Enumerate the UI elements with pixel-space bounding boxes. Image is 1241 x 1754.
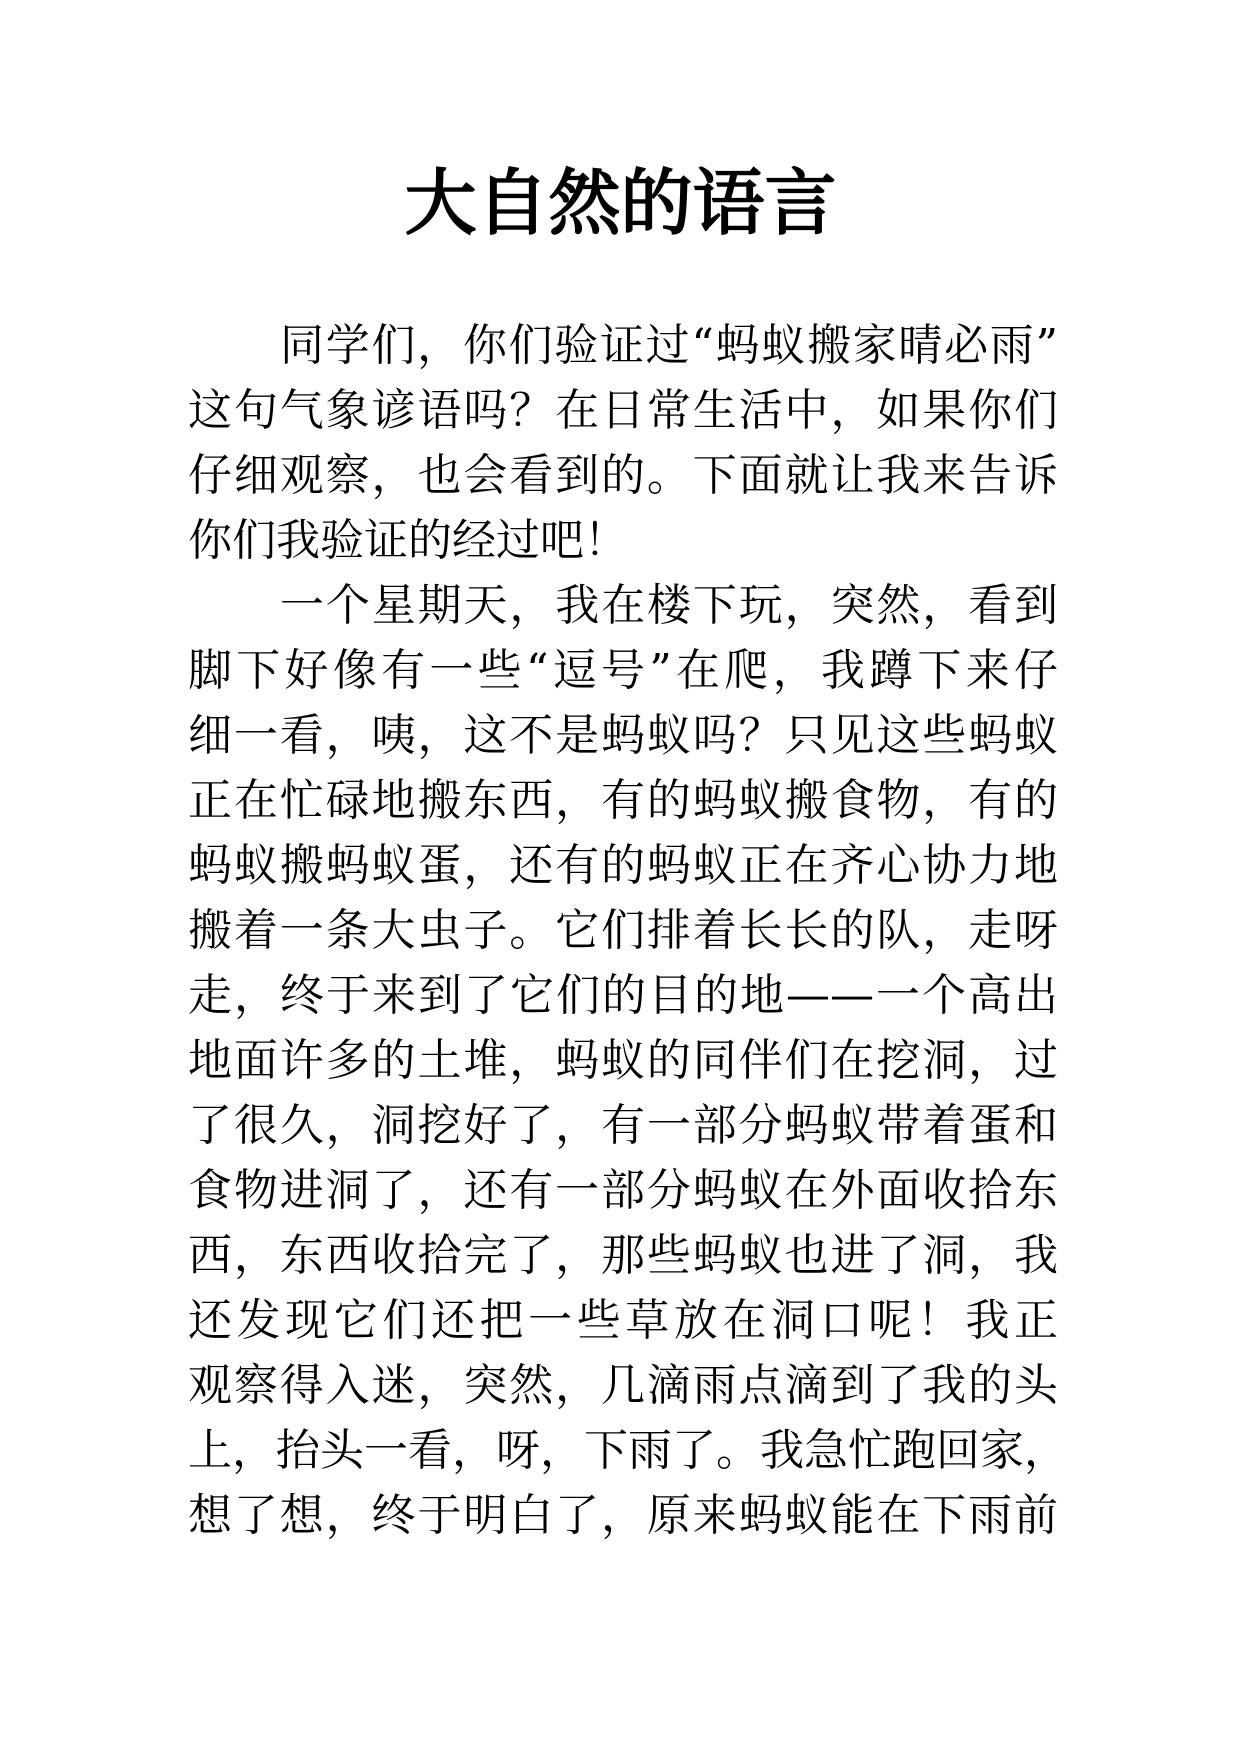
paragraph-2-line-11: 西，东西收拾完了，那些蚂蚁也进了洞，我 — [188, 1230, 1058, 1281]
paragraph-2-line-10: 食物进洞了，还有一部分蚂蚁在外面收拾东 — [188, 1165, 1058, 1216]
paragraph-2-line-13: 观察得入迷，突然，几滴雨点滴到了我的头 — [188, 1360, 1058, 1411]
paragraph-2-line-14: 上，抬头一看，呀，下雨了。我急忙跑回家， — [188, 1425, 1068, 1476]
paragraph-1-line-1: 同学们，你们验证过“蚂蚁搬家晴必雨” — [280, 320, 1058, 371]
paragraph-2-line-6: 搬着一条大虫子。它们排着长长的队，走呀 — [188, 905, 1058, 956]
paragraph-2-line-2: 脚下好像有一些“逗号”在爬，我蹲下来仔 — [188, 645, 1058, 696]
paragraph-2-line-1: 一个星期天，我在楼下玩，突然，看到 — [280, 580, 1058, 631]
paragraph-1-line-2: 这句气象谚语吗？在日常生活中，如果你们 — [188, 385, 1058, 436]
paragraph-1-line-3: 仔细观察，也会看到的。下面就让我来告诉 — [188, 450, 1058, 501]
paragraph-2-line-4: 正在忙碌地搬东西，有的蚂蚁搬食物，有的 — [188, 775, 1058, 826]
paragraph-2-line-15: 想了想，终于明白了，原来蚂蚁能在下雨前 — [188, 1490, 1058, 1541]
document-body — [188, 313, 1068, 1548]
paragraph-2-line-3: 细一看，咦，这不是蚂蚁吗？只见这些蚂蚁 — [188, 710, 1058, 761]
paragraph-1-line-4: 你们我验证的经过吧！ — [188, 515, 628, 566]
paragraph-2-line-8: 地面许多的土堆，蚂蚁的同伴们在挖洞，过 — [188, 1035, 1058, 1086]
paragraph-2-line-9: 了很久，洞挖好了，有一部分蚂蚁带着蛋和 — [188, 1100, 1058, 1151]
paragraph-2-line-5: 蚂蚁搬蚂蚁蛋，还有的蚂蚁正在齐心协力地 — [188, 840, 1058, 891]
document-title: 大自然的语言 — [404, 161, 837, 245]
paragraph-2-line-12: 还发现它们还把一些草放在洞口呢！我正 — [188, 1295, 1058, 1346]
paragraph-2-line-7: 走，终于来到了它们的目的地——一个高出 — [188, 970, 1058, 1021]
